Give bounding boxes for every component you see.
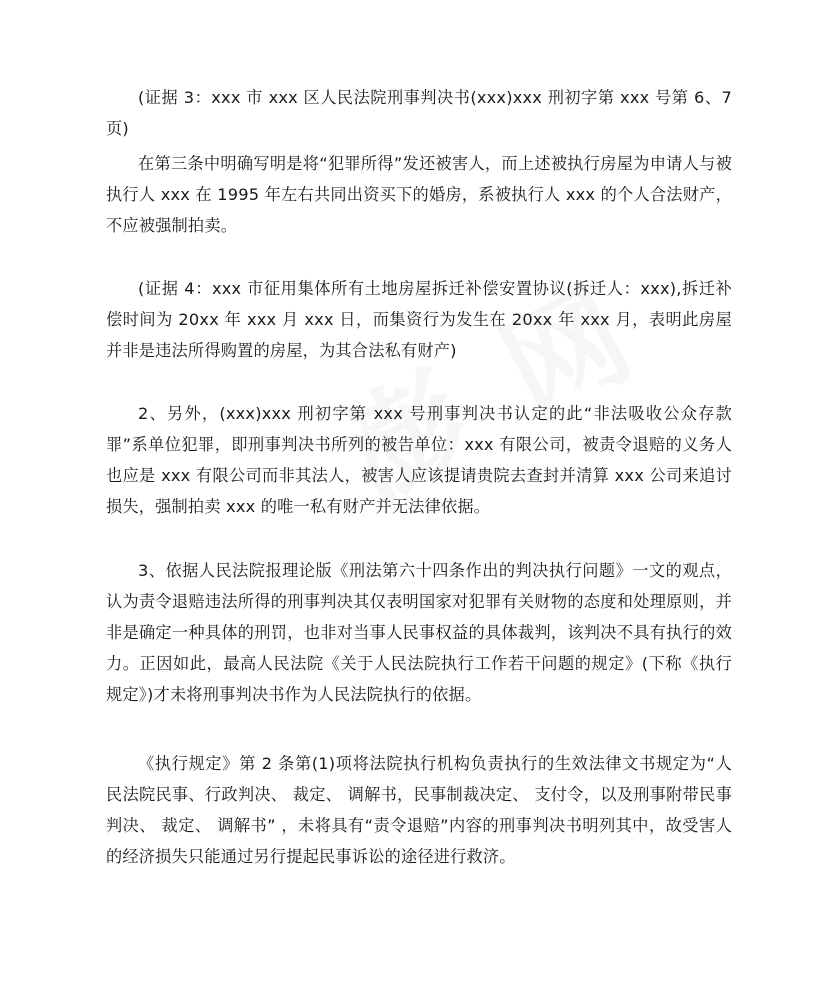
paragraph-point-2: 2、另外，(xxx)xxx 刑初字第 xxx 号刑事判决书认定的此“非法吸收公众存款罪”系单位犯罪，即刑事判决书所列的被告单位：xxx 有限公司，被责令退赔的义务人也应是 xxx 有限公司而非其法人，被害人应该提请贵院去查封并清算 xxx 公司来追讨损失，强制拍卖 xxx 的唯一私有财产并无法律依据。 (106, 404, 732, 516)
evidence-3-note: (证据 3：xxx 市 xxx 区人民法院刑事判决书(xxx)xxx 刑初字第 xxx 号第 6、7 页) (106, 88, 732, 138)
evidence-4-note: (证据 4：xxx 市征用集体所有土地房屋拆迁补偿安置协议(拆迁人：xxx),拆迁补偿时间为 20xx 年 xxx 月 xxx 日，而集资行为发生在 20xx 年 xxx 月，表明此房屋并非是违法所得购置的房屋，为其合法私有财产) (106, 279, 732, 360)
paragraph-point-3: 3、依据人民法院报理论版《刑法第六十四条作出的判决执行问题》一文的观点，认为责令退赔违法所得的刑事判决其仅表明国家对犯罪有关财物的态度和处理原则，并非是确定一种具体的刑罚，也非对当事人民事权益的具体裁判，该判决不具有执行的效力。正因如此，最高人民法院《关于人民法院执行工作若干问题的规定》(下称《执行规定》)才未将刑事判决书作为人民法院执行的依据。 (106, 561, 732, 704)
paragraph-execution-rules: 《执行规定》第 2 条第(1)项将法院执行机构负责执行的生效法律文书规定为“人民法院民事、行政判决、 裁定、 调解书，民事制裁决定、 支付令，以及刑事附带民事判决、 裁定、 调解书” ，未将具有“责令退赔”内容的刑事判决书明列其中，故受害人的经济损失只能通过另行提起民事诉讼的途径进行救济。 (106, 754, 732, 866)
paragraph-article-three: 在第三条中明确写明是将“犯罪所得”发还被害人，而上述被执行房屋为申请人与被执行人 xxx 在 1995 年左右共同出资买下的婚房，系被执行人 xxx 的个人合法财产，不应被强制拍卖。 (106, 154, 732, 235)
